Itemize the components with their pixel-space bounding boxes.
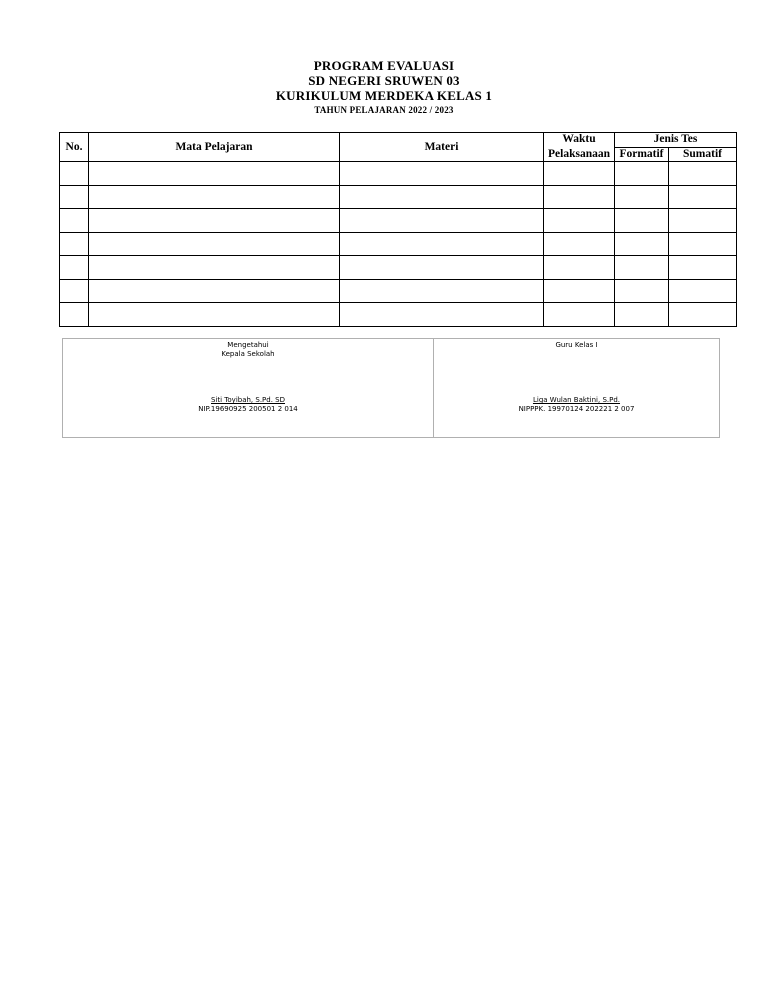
table-cell [615,303,669,327]
table-cell [669,185,737,209]
table-cell [340,279,544,303]
principal-label-1: Mengetahui [227,341,269,349]
table-cell [89,279,340,303]
table-row [60,232,737,256]
teacher-nip: NIPPPK. 19970124 202221 2 007 [518,405,635,413]
table-cell [615,256,669,280]
table-row [60,256,737,280]
header-sumatif: Sumatif [669,147,737,162]
table-cell [669,279,737,303]
table-cell [60,232,89,256]
title-line-1: PROGRAM EVALUASI [313,58,455,73]
table-row [60,303,737,327]
principal-label-2: Kepala Sekolah [221,350,275,358]
title-line-4: TAHUN PELAJARAN 2022 / 2023 [314,105,454,115]
signature-box [62,338,720,438]
table-cell [340,232,544,256]
table-cell [669,303,737,327]
table-cell [615,209,669,233]
table-cell [544,209,615,233]
header-mata-pelajaran: Mata Pelajaran [89,133,340,162]
table-cell [544,232,615,256]
document-header [0,58,768,117]
table-cell [340,185,544,209]
table-row [60,185,737,209]
table-cell [544,303,615,327]
table-cell [89,209,340,233]
table-cell [60,209,89,233]
table-cell [340,303,544,327]
table-cell [60,185,89,209]
table-cell [669,162,737,186]
table-cell [340,256,544,280]
table-cell [60,162,89,186]
table-cell [89,256,340,280]
table-cell [615,185,669,209]
table-cell [89,232,340,256]
table-cell [89,162,340,186]
table-cell [89,303,340,327]
teacher-label-1: Guru Kelas I [555,341,598,349]
header-waktu-line-1: Waktu [562,133,596,145]
table-cell [544,256,615,280]
table-cell [60,256,89,280]
title-line-2: SD NEGERI SRUWEN 03 [308,73,460,88]
header-jenis-tes: Jenis Tes [615,133,737,148]
signature-teacher [433,339,720,437]
teacher-name: Liga Wulan Baktini, S.Pd. [532,396,621,404]
evaluation-table [59,132,737,327]
principal-name: Siti Toyibah, S.Pd. SD [211,396,285,404]
title-line-3: KURIKULUM MERDEKA KELAS 1 [275,88,493,103]
table-cell [615,232,669,256]
table-cell [615,162,669,186]
table-cell [544,185,615,209]
header-waktu-line-2: Pelaksanaan [548,148,610,160]
header-waktu-pelaksanaan [544,133,615,162]
table-row [60,279,737,303]
table-cell [544,162,615,186]
header-no: No. [60,133,89,162]
table-cell [340,209,544,233]
table-row [60,162,737,186]
header-materi: Materi [340,133,544,162]
table-cell [60,279,89,303]
table-cell [669,209,737,233]
table-cell [89,185,340,209]
signature-principal [63,339,434,437]
table-cell [669,256,737,280]
table-cell [615,279,669,303]
table-cell [669,232,737,256]
header-formatif: Formatif [615,147,669,162]
table-cell [340,162,544,186]
table-row [60,209,737,233]
table-cell [544,279,615,303]
principal-nip: NIP.19690925 200501 2 014 [198,405,298,413]
table-cell [60,303,89,327]
